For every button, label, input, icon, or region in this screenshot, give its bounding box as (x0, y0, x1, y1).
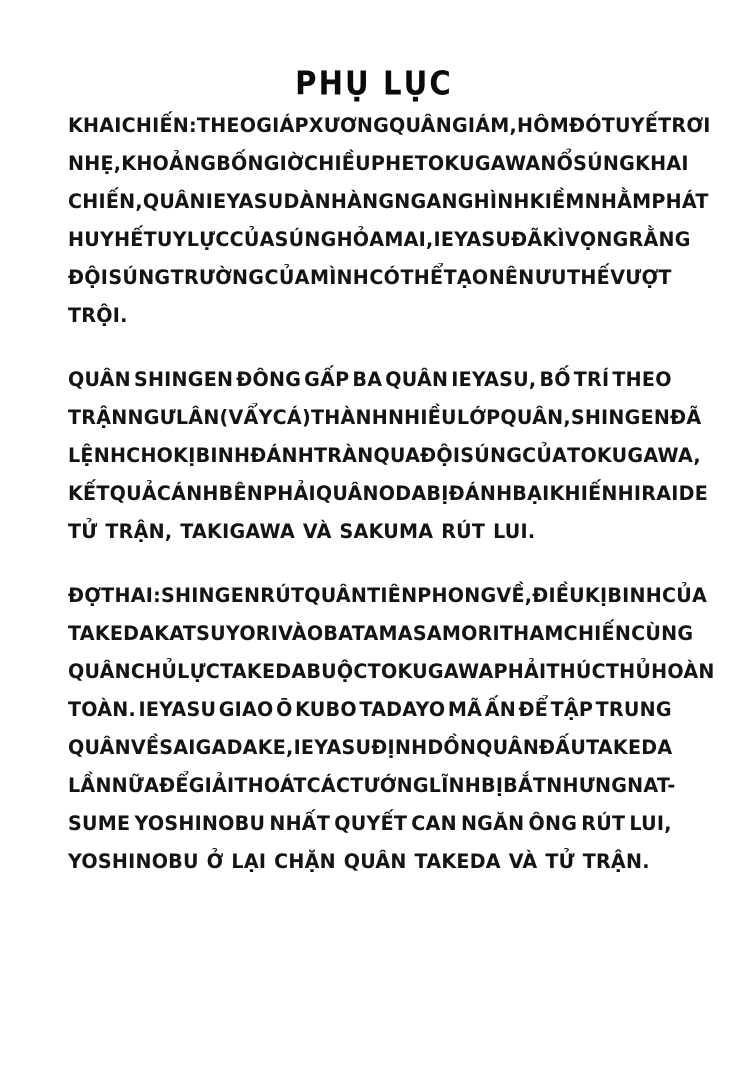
text-word: KHAI (635, 152, 689, 175)
text-word: HUY (68, 228, 115, 251)
text-word: IEYASU, (451, 368, 537, 391)
text-word: ODA (378, 482, 427, 505)
text-word: TUYẾT (601, 114, 672, 137)
text-line (68, 364, 672, 402)
text-word: BỊ (481, 774, 504, 797)
text-word: NHẤT (269, 812, 331, 835)
text-word: SHINGEN (160, 584, 261, 607)
text-line (68, 110, 711, 148)
text-word: UY (156, 228, 187, 251)
text-line: YOSHINOBU Ở LẠI CHẶN QUÂN TAKEDA VÀ TỬ TRẬN. (68, 850, 650, 873)
text-word: SÚNG (460, 444, 523, 467)
text-word: ĐIỀU (532, 584, 585, 607)
text-word: NGĂN (460, 812, 525, 835)
text-line (68, 694, 672, 732)
text-word: CÁC (306, 774, 351, 797)
text-word: CHIẾN (563, 622, 632, 645)
text-word: ĐỂ (518, 698, 549, 721)
text-word: VỌNG (564, 228, 629, 251)
text-word: QUÂN (304, 584, 368, 607)
text-word: YOSHINOBU (134, 812, 266, 835)
text-word: XƯƠNG (308, 114, 390, 137)
text-line (68, 808, 672, 846)
text-word: QUÂN (389, 114, 452, 137)
text-word: NÊN (488, 266, 535, 289)
text-line: TRỘI. (68, 304, 128, 327)
text-word: HAI: (114, 584, 161, 607)
text-word: CỦA (229, 228, 275, 251)
text-line (68, 262, 672, 300)
text-word: NHẸ, (68, 152, 122, 175)
text-word: TẠO (443, 266, 489, 289)
text-word: LỆNH (68, 444, 127, 467)
text-word: ĐÓ (568, 114, 602, 137)
text-word: GIÁM, (451, 114, 518, 137)
text-word: CHO (126, 444, 174, 467)
text-word: DỒN (427, 736, 477, 759)
text-word: TẬP (550, 698, 594, 721)
text-word: (VẨY (219, 406, 273, 429)
text-line: TỬ TRẬN, TAKIGAWA VÀ SAKUMA RÚT LUI. (68, 520, 536, 543)
text-word: QUÂN (142, 190, 206, 213)
text-word: THÚC (546, 660, 606, 683)
text-word: CÙNG (631, 622, 694, 645)
text-word: THOÁT (234, 774, 307, 797)
text-word: THỂ (400, 266, 444, 289)
text-word: CÓ (369, 266, 401, 289)
text-word: HÔM (517, 114, 569, 137)
text-word: MAI, (384, 228, 434, 251)
text-word: GIẢI (188, 774, 235, 797)
text-word: NHƯNG (546, 774, 628, 797)
text-word: KIỀM (529, 190, 585, 213)
text-word: BA (352, 368, 383, 391)
text-word: ĐỢT (68, 584, 115, 607)
text-word: ƯU (534, 266, 567, 289)
text-word: NỮA (111, 774, 160, 797)
text-line (68, 148, 689, 186)
text-word: NGANG (394, 190, 474, 213)
text-word: NGƯ (127, 406, 176, 429)
text-word: HỎA (336, 228, 385, 251)
text-word: HÀNG (330, 190, 395, 213)
text-word: IEYASU (138, 698, 217, 721)
text-word: TIÊN (367, 584, 418, 607)
text-word: QUÂN (385, 368, 449, 391)
text-word: ĐỘI (420, 444, 461, 467)
text-word: TRUNG (595, 698, 672, 721)
text-word: BẮT (503, 774, 547, 797)
text-word: TOÀN. (68, 698, 137, 721)
text-word: ĐẤU (539, 736, 587, 759)
text-word: IEYASU (433, 228, 512, 251)
text-word: ĐÁNH (448, 482, 513, 505)
page-title: PHỤ LỤC (295, 64, 453, 103)
text-word: LẦN (68, 774, 112, 797)
text-word: ĐỘI (68, 266, 109, 289)
text-word: GIAO (218, 698, 274, 721)
text-word: LUI, (629, 812, 672, 835)
text-word: CHIẾN: (121, 114, 197, 137)
text-word: SÚNG (274, 228, 337, 251)
text-word: ĐÃ (511, 228, 543, 251)
text-line (68, 770, 676, 808)
text-line (68, 186, 709, 224)
text-word: PHÁT (651, 190, 709, 213)
text-word: LỚP (456, 406, 501, 429)
document-body (68, 110, 715, 884)
text-word: TƯỚNG (350, 774, 429, 797)
text-word: CHỦ (130, 660, 178, 683)
text-word: HOÀN (651, 660, 715, 683)
text-word: RẰNG (628, 228, 691, 251)
text-word: TOKUGAWA, (567, 444, 701, 467)
text-word: RƠI (671, 114, 711, 137)
text-word: THEO (196, 114, 257, 137)
text-word: DÀN (283, 190, 331, 213)
text-line (68, 224, 691, 262)
text-line (68, 402, 702, 440)
text-line (68, 732, 672, 770)
text-word: THÀNH (310, 406, 388, 429)
text-word: QUA (373, 444, 421, 467)
text-word: CHIẾN, (68, 190, 143, 213)
text-word: BINH (607, 584, 662, 607)
text-word: QUÂN (315, 482, 379, 505)
text-word: KỊ (584, 584, 608, 607)
text-word: TRÀN (313, 444, 374, 467)
text-word: PHẢI (262, 482, 316, 505)
text-word: Ō (276, 698, 293, 721)
text-word: SAIGADAKE, (159, 736, 294, 759)
text-word: GẤP (304, 368, 350, 391)
text-word: SÚNG (108, 266, 171, 289)
text-word: ĐÁNH (250, 444, 314, 467)
text-line (68, 656, 715, 694)
text-word: CÁ) (272, 406, 311, 429)
text-word: LỰC (186, 228, 230, 251)
text-word: NHẰM (584, 190, 652, 213)
text-word: NHIỀU (387, 406, 457, 429)
text-word: ĐỊNH (371, 736, 428, 759)
text-line (68, 618, 694, 656)
text-word: PHẢI (493, 660, 547, 683)
text-word: CỦA (661, 584, 708, 607)
text-word: BẠI (512, 482, 550, 505)
text-word: QUÂN (476, 736, 540, 759)
text-word: OBATA (306, 622, 379, 645)
text-word: THỦ (605, 660, 652, 683)
text-word: KATSUYORI (154, 622, 279, 645)
text-word: LỰC (177, 660, 221, 683)
text-word: ĐÔNG (236, 368, 302, 391)
text-word: MÌNH (309, 266, 370, 289)
text-word: KẾT (68, 482, 110, 505)
text-word: QUÂN (68, 660, 131, 683)
text-word: KHIẾN (549, 482, 618, 505)
text-word: CHIỀU (303, 152, 371, 175)
text-word: CỦA (522, 444, 568, 467)
text-word: KHOẢNG (121, 152, 217, 175)
paragraph-khai-chien (68, 110, 711, 338)
text-word: LĨNH (428, 774, 482, 797)
text-word: KUBO (295, 698, 357, 721)
text-word: TOKUGAWA (414, 152, 541, 175)
text-word: TAKEDA (68, 622, 155, 645)
text-word: BỊ (426, 482, 449, 505)
text-word: QUÂN (68, 736, 131, 759)
text-word: CAN (411, 812, 457, 835)
text-word: BÊN (218, 482, 263, 505)
text-word: ĐÃ (670, 406, 702, 429)
text-word: KỊ (173, 444, 196, 467)
text-line (68, 440, 701, 478)
text-word: ẤN (484, 698, 516, 721)
text-word: MÃ (447, 698, 483, 721)
text-word: QUYẾT (334, 812, 408, 835)
text-word: QUẢ (109, 482, 157, 505)
text-word: TRÍ (573, 368, 610, 391)
text-word: VỀ (130, 736, 160, 759)
text-word: THẾ (567, 266, 610, 289)
text-word: PHE (370, 152, 415, 175)
text-word: BỐN (216, 152, 264, 175)
text-word: HẾT (114, 228, 157, 251)
text-word: THAM (499, 622, 564, 645)
text-word: LÂN (175, 406, 220, 429)
text-word: TRẬN (68, 406, 128, 429)
text-word: TAKEDA (220, 660, 307, 683)
text-word: NAT- (627, 774, 676, 797)
text-word: HIRAIDE (617, 482, 708, 505)
text-line (68, 478, 708, 516)
text-word: THEO (612, 368, 672, 391)
text-word: HÌNH (473, 190, 530, 213)
text-word: GIÁP (256, 114, 309, 137)
text-word: MASAMORI (378, 622, 500, 645)
text-word: PHONG (417, 584, 497, 607)
paragraph-quan-shingen (68, 364, 708, 554)
text-word: SHINGEN (133, 368, 234, 391)
text-word: BUỘC (306, 660, 368, 683)
text-word: VỀ, (496, 584, 533, 607)
text-line (68, 580, 708, 618)
text-word: QUÂN, (500, 406, 571, 429)
text-word: QUÂN (68, 368, 131, 391)
text-word: BINH (195, 444, 251, 467)
text-word: IEYASU (293, 736, 372, 759)
text-word: KÌ (542, 228, 565, 251)
paragraph-dot-hai (68, 580, 715, 884)
text-word: ÔNG (528, 812, 578, 835)
text-word: RÚT (581, 812, 626, 835)
text-word: RÚT (260, 584, 305, 607)
text-word: SUME (68, 812, 131, 835)
text-word: SHINGEN (570, 406, 671, 429)
text-word: ĐỂ (159, 774, 189, 797)
text-word: SÚNG (573, 152, 636, 175)
text-word: TADAYO (359, 698, 446, 721)
text-word: TRƯỜNG (170, 266, 265, 289)
text-word: GIỜ (263, 152, 304, 175)
text-word: CỦA (264, 266, 310, 289)
text-word: BỐ (539, 368, 571, 391)
text-word: KHAI (68, 114, 122, 137)
text-word: TAKEDA (586, 736, 673, 759)
text-word: NỔ (540, 152, 574, 175)
text-word: CÁNH (156, 482, 219, 505)
text-word: VÀ (278, 622, 307, 645)
text-word: VƯỢT (610, 266, 672, 289)
text-word: TOKUGAWA (367, 660, 494, 683)
text-word: IEYASU (205, 190, 284, 213)
